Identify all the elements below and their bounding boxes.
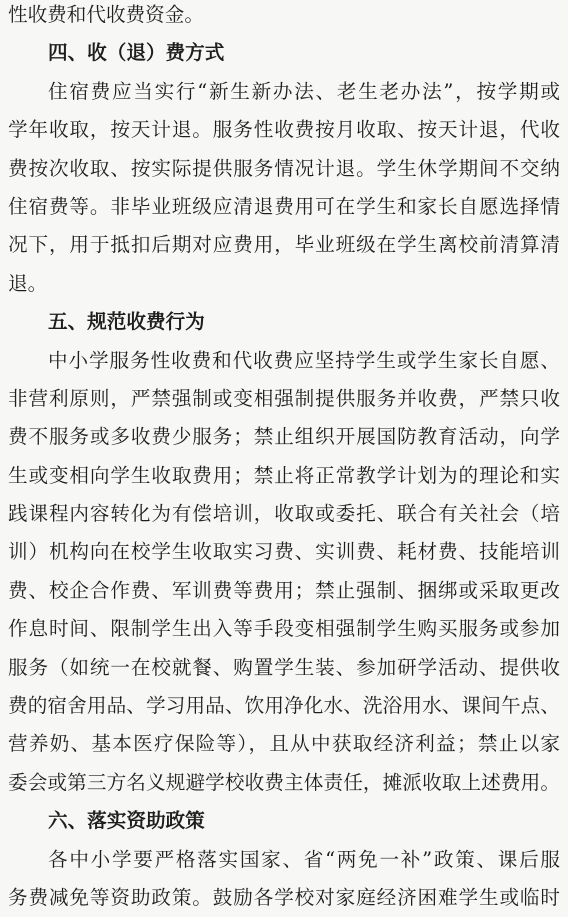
section5-body — [8, 342, 560, 803]
paragraph-line: 退。 — [8, 271, 48, 295]
paragraph-line: 费、校企合作费、军训费等费用；禁止强制、捆绑或采取更改 — [8, 578, 560, 602]
section6-heading: 六、落实资助政策 — [48, 809, 205, 833]
paragraph-line: 各中小学要严格落实国家、省“两免一补”政策、课后服 — [48, 847, 560, 871]
paragraph-line: 中小学服务性收费和代收费应坚持学生或学生家长自愿、 — [48, 348, 560, 372]
paragraph-line: 费的宿舍用品、学习用品、饮用净化水、洗浴用水、课间午点、 — [8, 694, 560, 718]
paragraph-line: 费按次收取、按实际提供服务情况计退。学生休学期间不交纳 — [8, 156, 560, 180]
section4-heading: 四、收（退）费方式 — [48, 41, 225, 65]
section4-body — [8, 73, 560, 303]
paragraph-line: 践课程内容转化为有偿培训，收取或委托、联合有关社会（培 — [8, 502, 560, 526]
paragraph-line: 训）机构向在校学生收取实习费、实训费、耗材费、技能培训 — [8, 540, 560, 564]
paragraph-line: 学年收取，按天计退。服务性收费按月收取、按天计退，代收 — [8, 118, 560, 142]
paragraph-line: 住宿费等。非毕业班级应清退费用可在学生和家长自愿选择情 — [8, 194, 560, 218]
paragraph-line: 住宿费应当实行“新生新办法、老生老办法”，按学期或 — [48, 79, 560, 103]
paragraph-line: 作息时间、限制学生出入等手段变相强制学生购买服务或参加 — [8, 617, 560, 641]
section5-heading: 五、规范收费行为 — [48, 310, 205, 334]
paragraph-line: 务费减免等资助政策。鼓励各学校对家庭经济困难学生或临时 — [8, 885, 560, 909]
intro-tail-line: 性收费和代收费资金。 — [8, 3, 204, 26]
paragraph-line: 委会或第三方名义规避学校收费主体责任，摊派收取上述费用。 — [8, 770, 560, 794]
paragraph-line: 营养奶、基本医疗保险等），且从中获取经济利益；禁止以家 — [8, 732, 560, 756]
paragraph-line: 服务（如统一在校就餐、购置学生装、参加研学活动、提供收 — [8, 655, 560, 679]
paragraph-line: 费不服务或多收费少服务；禁止组织开展国防教育活动，向学 — [8, 425, 560, 449]
paragraph-line: 生或变相向学生收取费用；禁止将正常教学计划为的理论和实 — [8, 463, 560, 487]
paragraph-line: 非营利原则，严禁强制或变相强制提供服务并收费，严禁只收 — [8, 386, 560, 410]
section6-body — [8, 841, 560, 917]
paragraph-line: 况下，用于抵扣后期对应费用，毕业班级在学生离校前清算清 — [8, 233, 560, 257]
